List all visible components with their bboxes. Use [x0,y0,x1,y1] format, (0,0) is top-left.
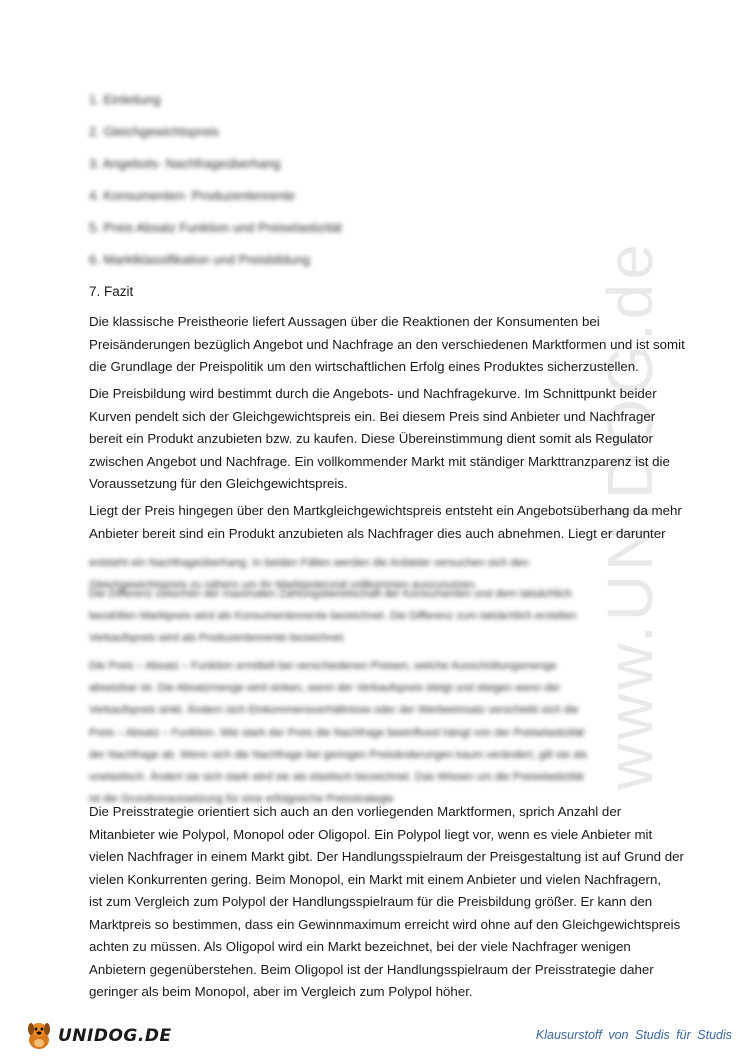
text-line: achten zu müssen. Als Oligopol wird ein Markt bezeichnet, bei der viele Nachfrager wenigen [89,939,631,954]
paragraph-rente [89,583,689,649]
text-line: Voraussetzung für den Gleichgewichtspreis. [89,476,348,491]
text-line: Die Preisbildung wird bestimmt durch die Angebots- und Nachfragekurve. Im Schnittpunkt beider [89,386,657,401]
text-line: Liegt der Preis hingegen über den Martkgleichgewichtspreis entsteht ein Angebotsüberhang da mehr [89,503,682,518]
text-line: Preis – Absatz – Funktion. Wie stark der Preis die Nachfrage beeinflusst hängt von der Preiselastizität [89,726,585,739]
text-line: bezahlten Marktpreis wird als Konsumentenrente bezeichnet. Die Differenz zum tatsächlich erzielten [89,610,577,622]
paragraph-preisbildung [89,383,689,496]
text-line: Die Preis – Absatz – Funktion ermittelt bei verschiedenen Preisen, welche Ausschüttungsmenge [89,660,557,672]
watermark-text: www.UNIDOG.de [594,240,666,790]
text-line: Gleichgewichtspreis zu nähern um ihr Marktpotenzial vollkommen auszunutzen. [89,579,478,591]
text-line: Die Differenz zwischen der maximalen Zahlungsbereitschaft der Konsumenten und dem tatsächlich [89,588,572,600]
paragraph-preisstrategie [89,801,689,1004]
text-line: der Nachfrage ab. Wenn sich die Nachfrage bei geringen Preisänderungen kaum verändert, gilt sie als [89,748,588,761]
text-line: Verkaufspreis sinkt. Ändern sich Einkommensverhältnisse oder der Werbeeinsatz verschiebt sich die [89,704,579,717]
toc-item-3: 3. Angebots- Nachfrageüberhang [89,156,281,171]
paragraph-preis-absatz [89,655,689,810]
text-line: vielen Nachfrager in einem Markt gibt. Der Handlungsspielraum der Preisgestaltung ist auf Grund der [89,849,684,864]
toc-item-4: 4. Konsumenten- Produzentenrente [89,188,295,203]
text-line: unelastisch. Ändert sie sich stark wird sie als elastisch bezeichnet. Das Wissen um die Preiselastizität [89,771,584,784]
unidog-logo[interactable] [24,1018,172,1054]
text-line: bereit ein Produkt anzubieten bzw. zu kaufen. Diese Übereinstimmung dient somit als Regulator [89,431,653,446]
toc-item-2: 2. Gleichgewichtspreis [89,124,220,139]
text-line: Die Preisstrategie orientiert sich auch an den vorliegenden Marktformen, sprich Anzahl der [89,804,622,819]
section-title: 7. Fazit [89,284,134,299]
toc-item-1: 1. Einleitung [89,92,161,107]
text-line: Mitanbieter wie Polypol, Monopol oder Oligopol. Ein Polypol liegt vor, wenn es viele Anbieter mit [89,826,653,842]
text-line: die Grundlage der Preispolitik um den wirtschaftlichen Erfolg eines Produktes sicherzustellen. [89,359,639,374]
text-line: ist zum Vergleich zum Polypol der Handlungsspielraum für die Preisbildung größer. Er kann den [89,894,653,909]
text-line: Anbieter bereit sind ein Produkt anzubieten als Nachfrager dies auch abnehmen. Liegt er darunter [89,525,666,541]
text-line: Anbietern gegenüberstehen. Beim Oligopol ist der Handlungsspielraum der Preisstrategie daher [89,961,654,977]
toc-item-6: 6. Marktklassifikation und Preisbildung [89,252,311,267]
text-line: Preisänderungen bezüglich Angebot und Nachfrage an den verschiedenen Marktformen und ist somit [89,336,685,352]
logo-text: UNIDOG.DE [58,1026,172,1046]
footer-tagline: Klausurstoff von Studis für Studis [535,1028,732,1042]
text-line: ist die Grundvoraussetzung für eine erfolgreiche Preisstrategie [89,793,394,806]
text-line: vielen Konkurrenten gering. Beim Monopol, ein Markt mit einem Anbieter und vielen Nachfragern, [89,871,662,887]
text-line: Kurven pendelt sich der Gleichgewichtspreis ein. Bei diesem Preis sind Anbieter und Nachfrager [89,408,656,424]
text-line: Marktpreis so bestimmen, dass ein Gewinnmaximum erreicht wird ohne auf den Gleichgewichtspreis [89,916,681,932]
text-line: Die klassische Preistheorie liefert Aussagen über die Reaktionen der Konsumenten bei [89,314,600,329]
text-line: absetzbar ist. Die Absatzmenge wird sinken, wenn der Verkaufspreis steigt und steigen wenn der [89,682,561,695]
text-line: geringer als beim Monopol, aber im Vergleich zum Polypol höher. [89,984,473,999]
text-line: zwischen Angebot und Nachfrage. Ein vollkommender Markt mit ständiger Markttranzparenz ist die [89,453,670,469]
paragraph-intro [89,311,689,379]
text-line: entsteht ein Nachfrageüberhang. In beiden Fällen werden die Anbieter versuchen sich den [89,557,529,569]
dog-icon [24,1020,54,1052]
toc-item-5: 5. Preis Absatz Funktion und Preiselastizität [89,220,342,235]
text-line: Verkaufspreis wird als Produzentenrente bezeichnet. [89,632,346,644]
